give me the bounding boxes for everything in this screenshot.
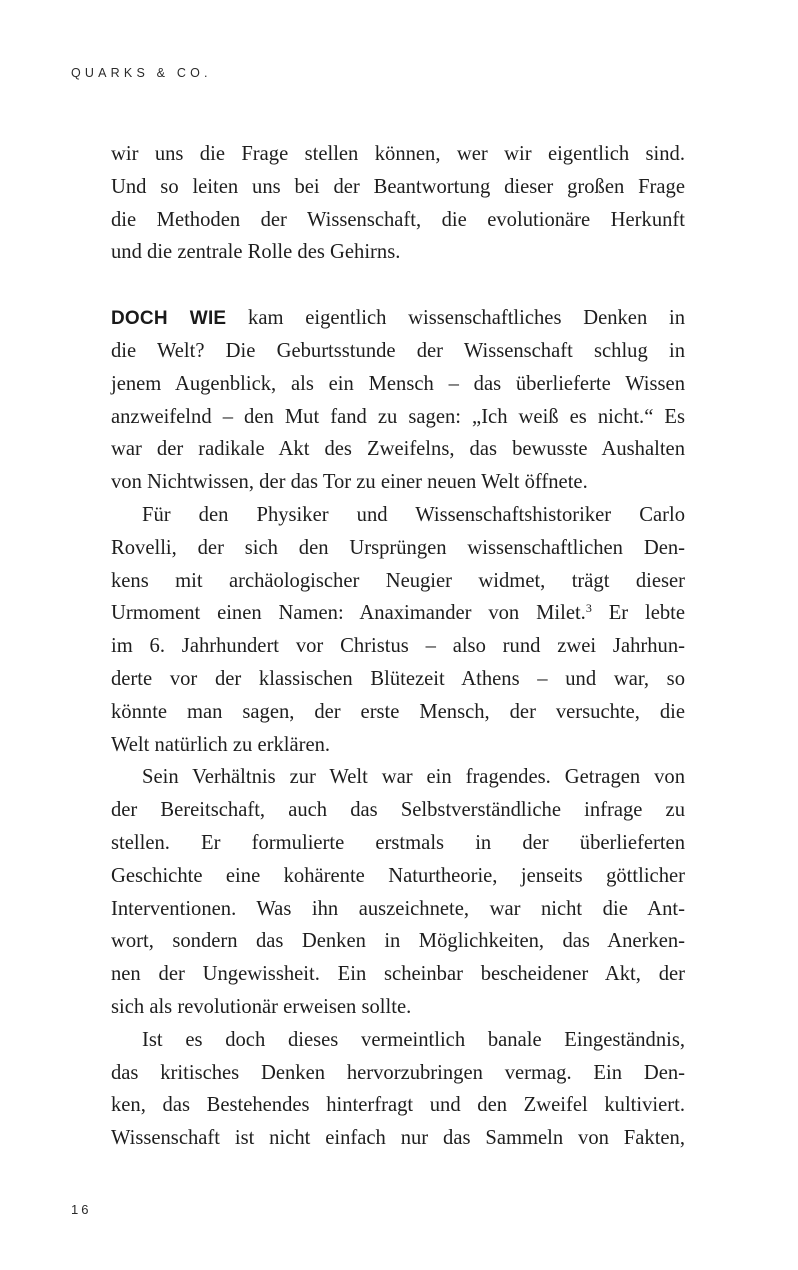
text-line: ken, das Bestehendes hinterfragt und den Zweifel kultiviert. (111, 1094, 685, 1117)
text-line-rest: kam eigentlich wissenschaftliches Denken in (226, 307, 685, 330)
text-line: jenem Augenblick, als ein Mensch – das überlieferte Wissen (111, 372, 685, 395)
text-line: die Welt? Die Geburtsstunde der Wissenschaft schlug in (111, 339, 685, 362)
text-line: Wissenschaft ist nicht einfach nur das Sammeln von Fakten, (111, 1127, 685, 1150)
text-line-part: Urmoment einen Namen: Anaximander von Milet. (111, 602, 586, 625)
paragraph-5 (111, 1024, 685, 1155)
text-line: Für den Physiker und Wissenschaftshistoriker Carlo (142, 503, 685, 526)
text-line: der Bereitschaft, auch das Selbstverständliche infrage zu (111, 799, 685, 822)
text-line: derte vor der klassischen Blütezeit Athens – und war, so (111, 667, 685, 690)
running-head: QUARKS & CO. (71, 66, 212, 80)
page-number: 16 (71, 1202, 92, 1217)
text-line: kens mit archäologischer Neugier widmet, trägt dieser (111, 569, 685, 592)
text-line: im 6. Jahrhundert vor Christus – also rund zwei Jahrhun- (111, 635, 685, 658)
text-line (111, 302, 685, 335)
text-line: Ist es doch dieses vermeintlich banale Eingeständnis, (142, 1028, 685, 1051)
text-line: wir uns die Frage stellen können, wer wir eigentlich sind. (111, 143, 685, 165)
text-line: wort, sondern das Denken in Möglichkeiten, das Anerken- (111, 930, 685, 953)
text-line: anzweifelnd – den Mut fand zu sagen: „Ich weiß es nicht.“ Es (111, 405, 685, 428)
section-lead-in: DOCH WIE (111, 308, 227, 330)
paragraph-1 (111, 138, 685, 269)
paragraph-3 (111, 499, 685, 761)
body-text (111, 138, 685, 1155)
text-line: von Nichtwissen, der das Tor zu einer neuen Welt öffnete. (111, 471, 588, 494)
text-line (111, 597, 685, 630)
text-line: Welt natürlich zu erklären. (111, 733, 331, 756)
text-line: sich als revolutionär erweisen sollte. (111, 995, 412, 1018)
paragraph-4 (111, 761, 685, 1023)
text-line: Und so leiten uns bei der Beantwortung dieser großen Frage (111, 175, 685, 198)
text-line: das kritisches Denken hervorzubringen vermag. Ein Den- (111, 1061, 685, 1084)
text-line: Rovelli, der sich den Ursprüngen wissenschaftlichen Den- (111, 536, 685, 559)
text-line-part: Er lebte (591, 602, 685, 625)
text-line: Interventionen. Was ihn auszeichnete, war nicht die Ant- (111, 897, 685, 920)
text-line: die Methoden der Wissenschaft, die evolutionäre Herkunft (111, 208, 685, 231)
text-line: stellen. Er formulierte erstmals in der überlieferten (111, 831, 685, 854)
text-line: war der radikale Akt des Zweifelns, das bewusste Aushalten (111, 438, 685, 461)
text-line: könnte man sagen, der erste Mensch, der versuchte, die (111, 700, 685, 723)
text-line: Geschichte eine kohärente Naturtheorie, jenseits göttlicher (111, 864, 685, 887)
text-line: nen der Ungewissheit. Ein scheinbar bescheidener Akt, der (111, 963, 685, 986)
footnote-reference[interactable]: 3 (585, 601, 592, 616)
text-line: Sein Verhältnis zur Welt war ein fragendes. Getragen von (142, 766, 685, 789)
text-line: und die zentrale Rolle des Gehirns. (111, 241, 401, 264)
paragraph-2 (111, 302, 685, 499)
